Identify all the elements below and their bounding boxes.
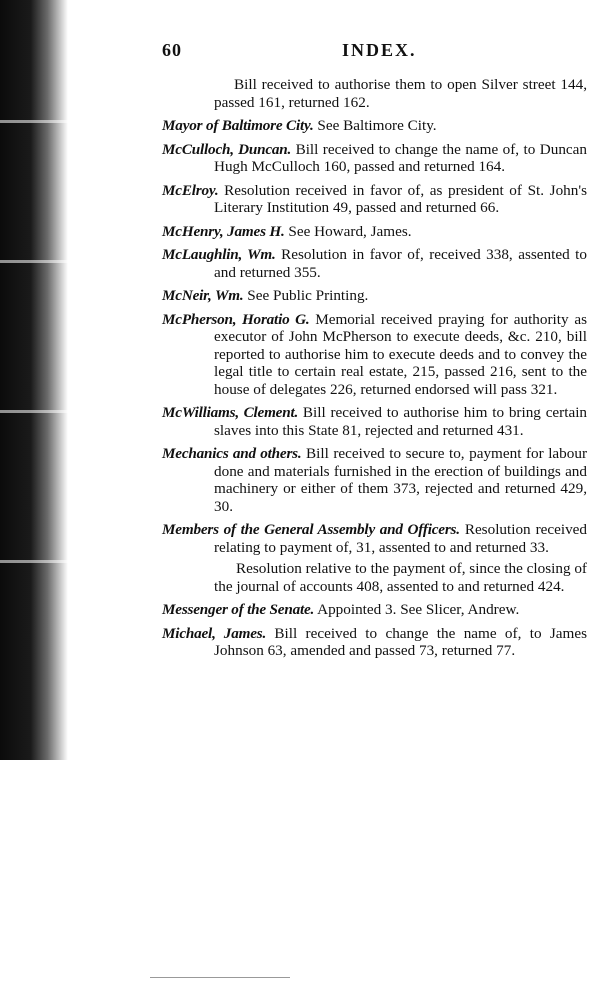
- binding-speck: [0, 560, 70, 563]
- entry-text: Bill received to change the name of, to Duncan Hugh McCulloch 160, passed and returned 164.: [214, 140, 587, 175]
- entry-heading: McHenry, James H.: [162, 222, 285, 240]
- entry-text: Resolution received in favor of, as president of St. John's Literary Institution 49, passed and returned 66.: [214, 181, 588, 216]
- entry-text: Appointed 3. See Slicer, Andrew.: [317, 601, 520, 618]
- entry-heading: McElroy.: [162, 181, 219, 199]
- entry-heading: Messenger of the Senate.: [162, 601, 315, 618]
- entry-heading: Mayor of Baltimore City.: [162, 117, 314, 134]
- binding-speck: [0, 260, 70, 263]
- running-head: INDEX.: [342, 40, 417, 60]
- entry-heading: McCulloch, Duncan.: [162, 140, 292, 158]
- index-entry: [162, 223, 587, 241]
- entry-text: Resolution received relating to payment of, 31, assented to and returned 33.: [214, 521, 588, 556]
- entry-heading: Mechanics and others.: [162, 445, 302, 462]
- entry-heading: McPherson, Horatio G.: [162, 310, 310, 328]
- entry-text: Memorial received praying for authority as executor of John McPherson to execute deeds, &c. 210, bill reported to authorise him to execute deeds and to convey the legal title to certain real estate, 215, passed 216, sent to the house of delegates 226, returned endorsed will pass 321.: [214, 310, 587, 398]
- entry-heading: McLaughlin, Wm.: [162, 246, 276, 263]
- binding-speck: [0, 410, 70, 413]
- index-entry: [162, 404, 587, 439]
- binding-shadow: [0, 0, 68, 760]
- index-entry: [162, 117, 587, 135]
- entry-heading: Members of the General Assembly and Officers.: [162, 521, 460, 538]
- entry-text: Bill received to authorise him to bring certain slaves into this State 81, rejected and returned 431.: [214, 404, 588, 439]
- entry-text: Bill received to secure to, payment for labour done and materials furnished in the erection of buildings and machinery or either of them 373, rejected and returned 429, 30.: [214, 445, 587, 515]
- entry-heading: McNeir, Wm.: [162, 287, 244, 304]
- entry-text: Resolution relative to the payment of, since the closing of the journal of accounts 408, assented to and returned 424.: [214, 560, 587, 595]
- entry-text: Bill received to change the name of, to James Johnson 63, amended and passed 73, returned 77.: [214, 624, 587, 659]
- index-entry: [162, 445, 587, 515]
- index-entries: [162, 76, 587, 666]
- entry-heading: McWilliams, Clement.: [162, 404, 299, 421]
- entry-text: See Howard, James.: [288, 222, 412, 240]
- entry-text: Resolution in favor of, received 338, assented to and returned 355.: [214, 246, 587, 281]
- index-entry: [162, 141, 587, 176]
- index-entry: [162, 76, 587, 111]
- page-number: 60: [162, 40, 182, 60]
- index-entry: [162, 521, 587, 556]
- index-entry: [162, 625, 587, 660]
- index-entry: [162, 246, 587, 281]
- index-entry: [162, 311, 587, 399]
- index-entry: [162, 601, 587, 619]
- footer-rule: [150, 977, 290, 978]
- index-entry: [162, 182, 587, 217]
- binding-speck: [0, 120, 70, 123]
- entry-text: Bill received to authorise them to open Silver street 144, passed 161, returned 162.: [214, 76, 587, 111]
- entry-text: See Public Printing.: [247, 287, 369, 304]
- index-entry: [162, 287, 587, 305]
- entry-heading: Michael, James.: [162, 624, 267, 642]
- page-header: [0, 40, 600, 64]
- entry-text: See Baltimore City.: [317, 117, 437, 134]
- index-entry: [162, 560, 587, 595]
